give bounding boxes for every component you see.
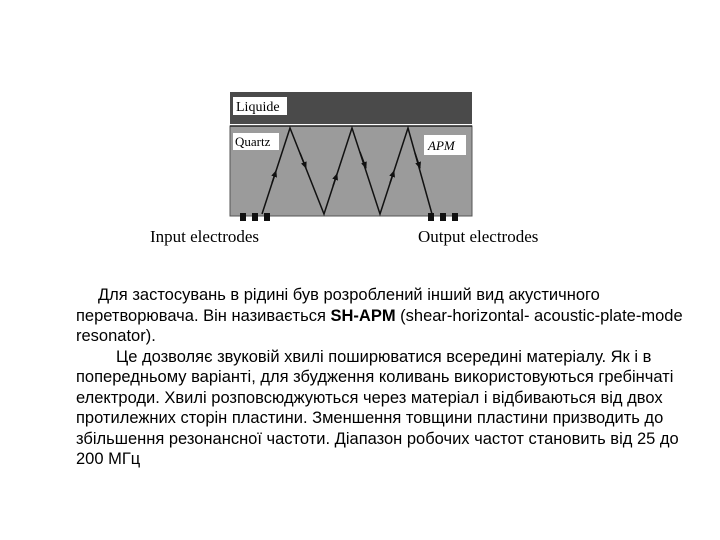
description-text <box>76 285 686 470</box>
input-electrodes-label: Input electrodes <box>150 227 260 246</box>
sh-apm-diagram <box>0 0 720 260</box>
liquid-label: Liquide <box>236 100 280 115</box>
paragraph-details: Це дозволяє звуковій хвилі поширюватися всередині матеріалу. Як і в попередньому варіанті, для збудження коливань використовуються гребінчаті електроди. Хвилі розповсюджуються через матеріал і відбиваються від двох протилежних сторін пластини. Зменшення товщини пластини призводить до збільшення резонансної частоти. Діапазон робочих частот становить від 25 до 200 МГц <box>76 347 679 468</box>
input-electrodes <box>240 213 270 221</box>
paragraph-intro <box>76 285 686 347</box>
output-electrodes-label: Output electrodes <box>418 227 539 246</box>
output-electrodes <box>428 213 458 221</box>
intro-text-end: (shear-horizontal- acoustic-plate-mode resonator). <box>76 306 683 345</box>
intro-text: Для застосувань в рідині був розроблений інший вид акустичного перетворювача. Він називається <box>76 286 600 325</box>
quartz-label: Quartz <box>235 134 271 149</box>
sh-apm-term: SH-APM <box>330 306 396 325</box>
apm-label: APM <box>428 138 455 153</box>
